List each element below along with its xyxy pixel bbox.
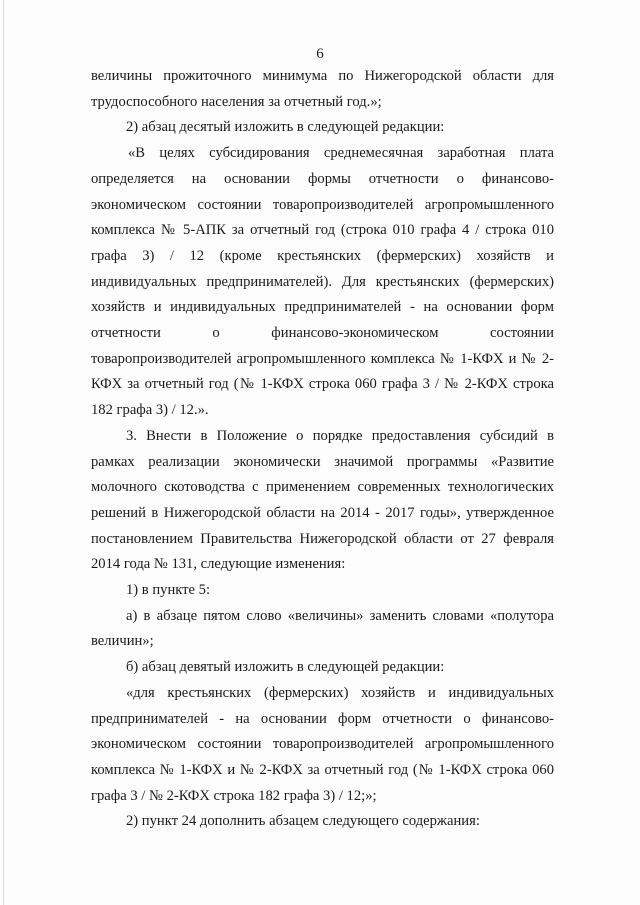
document-body <box>91 64 554 835</box>
paragraph-quoted-text: «В целях субсидирования среднемесячная заработная плата определяется на основании формы отчетности о финансово-экономическом состоянии товаропроизводителей агропромышленного комплекса № 5-АПК за отчетный год (строка 010 графа 4 / строка 010 графа 3) / 12 (кроме крестьянских (фермерских) хозяйств и индивидуальных предпринимателей). Для крестьянских (фермерских) хозяйств и индивидуальных предпринимателей - на основании форм отчетности о финансово-экономическом состоянии товаропроизводителей агропромышленного комплекса № 1-КФХ и № 2-КФХ за отчетный год (№ 1-КФХ строка 060 графа 3 / № 2-КФХ строка 182 графа 3) / 12.». <box>91 145 554 419</box>
paragraph-quoted-text-2: «для крестьянских (фермерских) хозяйств и индивидуальных предпринимателей - на основании форм отчетности о финансово-экономическом состоянии товаропроизводителей агропромышленного комплекса № 1-КФХ и № 2-КФХ за отчетный год (№ 1-КФХ строка 060 графа 3 / № 2-КФХ строка 182 графа 3) / 12;»; <box>91 684 554 804</box>
paragraph-item-3: 3. Внести в Положение о порядке предоставления субсидий в рамках реализации экономически значимой программы «Развитие молочного скотоводства с применением современных технологических решений в Нижегородской области на 2014 - 2017 годы», утвержденное постановлением Правительства Нижегородской области от 27 февраля 2014 года № 131, следующие изменения: <box>91 427 554 573</box>
paragraph-subitem-b: б) абзац девятый изложить в следующей редакции: <box>126 659 445 676</box>
paragraph-subitem-a: а) в абзаце пятом слово «величины» заменить словами «полутора величин»; <box>91 607 554 650</box>
paragraph-item-2: 2) абзац десятый изложить в следующей редакции: <box>126 119 445 136</box>
page-number: 6 <box>316 46 324 62</box>
scan-edge-line <box>3 0 4 905</box>
paragraph-continuation: величины прожиточного минимума по Нижегородской области для трудоспособного населения за отчетный год.»; <box>91 68 554 110</box>
paragraph-subitem-2: 2) пункт 24 дополнить абзацем следующего содержания: <box>126 813 480 830</box>
paragraph-subitem-1: 1) в пункте 5: <box>126 582 211 599</box>
